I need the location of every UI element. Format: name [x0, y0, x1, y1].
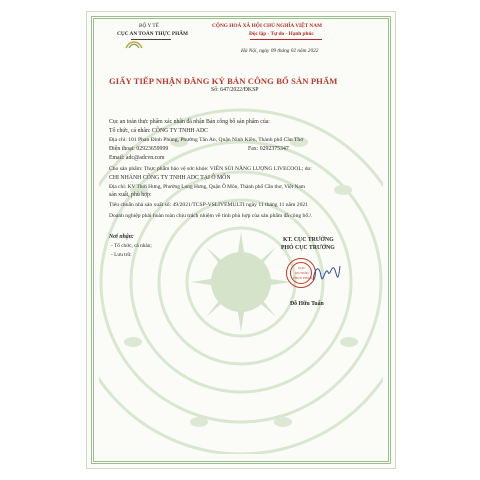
document-number: Số: 647/2022/ĐKSP [211, 87, 259, 93]
document-title: GIẤY TIẾP NHẬN ĐĂNG KÝ BẢN CÔNG BỐ SẢN PHẨM [109, 76, 338, 86]
motto-underline [250, 39, 322, 40]
agency-logo-icon [124, 38, 144, 50]
seal-text: THỰC PHẨM [293, 276, 312, 280]
seal-text: CỤC [298, 266, 305, 270]
place-date: Hà Nội, ngày 09 tháng 02 năm 2022 [241, 48, 319, 54]
recipient-item: - Lưu trữ. [111, 252, 132, 258]
content-layer [87, 12, 397, 470]
signer-title-2: PHÓ CỤC TRƯỞNG [281, 245, 335, 251]
responsibility-statement: Doanh nghiệp phải hoàn toàn chịu trách nhiệm về tính phù hợp của sản phẩm đã công bố./. [109, 213, 313, 219]
handwritten-signature [309, 258, 343, 292]
organization-address: Địa chỉ: 101 Phan Đình Phùng, Phường Tân An, Quận Ninh Kiều, Thành phố Cần Thơ [109, 137, 304, 143]
signer-title-1: KT. CỤC TRƯỞNG [283, 237, 334, 243]
manufacturer-name: CHI NHÁNH CÔNG TY TNHH ADC TẠI Ô MÔN [109, 175, 231, 181]
nation-motto: Độc lập - Tự do - Hạnh phúc [249, 31, 314, 37]
standard-reference: Tiêu chuẩn nhà sản xuất số: 49/2021/TCSP-VSLIVEMULTI ngày 11 tháng 11 năm 2021 [109, 202, 308, 208]
confirmation-line: Cục an toàn thực phẩm xác nhận đã nhận Bản công bố sản phẩm của: [109, 119, 270, 125]
manufacturer-address: Địa chỉ: KV Thới Hưng, Phường Long Hưng, Quận Ô Môn, Thành phố Cần thơ, Việt Nam [109, 184, 305, 190]
ministry-name: BỘ Y TẾ [139, 23, 159, 29]
recipient-item: - Tổ chức, cá nhân; [111, 243, 152, 249]
recipients-heading: Nơi nhận: [109, 234, 134, 240]
manufacturer-note: sản xuất, phù hợp: [109, 192, 152, 198]
product-name: Cho sản phẩm: Thực phẩm bảo vệ sức khỏe: VIÊN SỦI NĂNG LƯỢNG LIVECOOL; do: [109, 166, 312, 172]
agency-name: CỤC AN TOÀN THỰC PHẨM [117, 31, 189, 37]
phone-number: Điện thoại: 02923659999 [109, 146, 169, 152]
seal-text: AN TOÀN [295, 271, 309, 275]
agency-underline [131, 39, 171, 40]
email-address: Email: adc@adcvn.com [109, 155, 165, 161]
nation-name: CỘNG HOÀ XÃ HỘI CHỦ NGHĨA VIỆT NAM [212, 23, 323, 29]
certificate-page [86, 11, 396, 469]
fax-number: Fax: 0292375347 [248, 146, 289, 152]
organization: Tổ chức, cá nhân: CÔNG TY TNHH ADC [109, 128, 208, 134]
signer-name: Đỗ Hữu Tuấn [290, 301, 324, 307]
